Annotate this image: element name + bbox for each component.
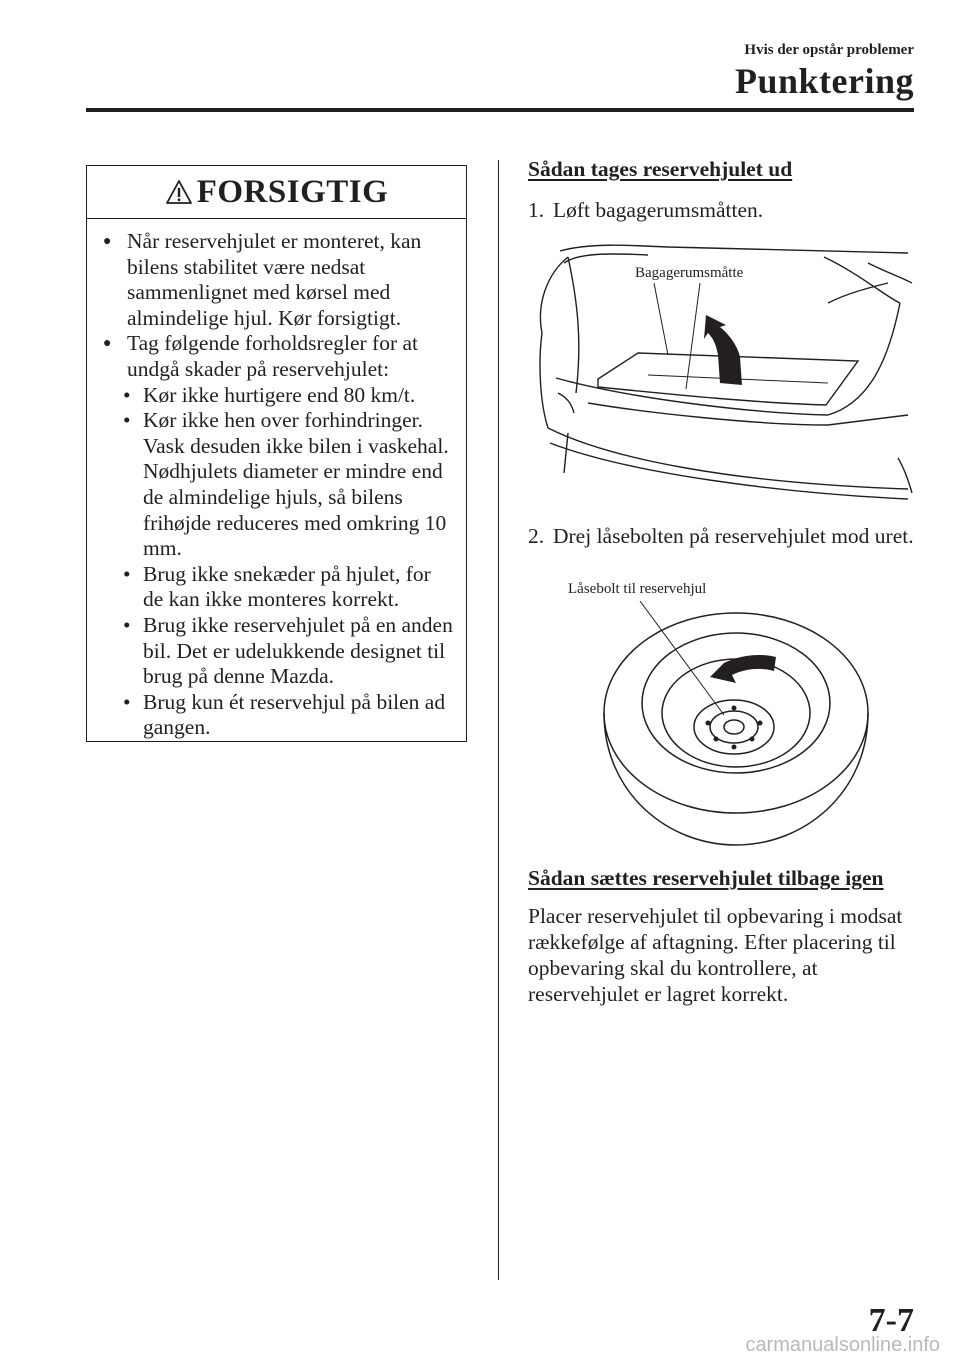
caution-bullet [101, 331, 454, 382]
caution-bullet [101, 229, 454, 331]
caution-title: FORSIGTIG [196, 173, 389, 210]
caution-sub-bullet [101, 690, 454, 741]
bullet-dot-icon: ● [103, 234, 112, 249]
caution-sub-bullet-text: Kør ikke hurtigere end 80 km/t. [143, 382, 416, 407]
column-divider [498, 160, 499, 1280]
caution-sub-bullet [101, 383, 454, 409]
bullet-small-icon: • [123, 382, 131, 407]
warning-triangle-icon [165, 178, 193, 206]
caution-sub-bullet-text: Brug kun ét reservehjul på bilen ad gangen. [143, 689, 446, 740]
figure-label-lock-bolt: Låsebolt til reservehjul [568, 581, 707, 597]
bullet-dot-icon: ● [103, 336, 112, 352]
storage-paragraph: Placer reservehjulet til opbevaring i modsat rækkefølge af aftagning. Efter placering til opbevaring skal du kontrollere, at reservehjulet er lagret korrekt. [528, 904, 903, 1006]
caution-sub-bullet [101, 562, 454, 613]
step-2 [528, 523, 918, 549]
caution-sub-bullet-text: Kør ikke hen over forhindringer. Vask desuden ikke bilen i vaskehal. Nødhjulets diameter er mindre end de almindelige hjuls, så bilens frihøjde reduceres med omkring 10 mm. [143, 408, 449, 561]
section-title: Hvis der opstår problemer [744, 42, 914, 58]
right-column [528, 152, 918, 1007]
page-number: 7-7 [868, 1302, 914, 1339]
counterclockwise-arrow-icon [710, 655, 776, 683]
caution-body [87, 219, 466, 741]
page-title: Punktering [734, 61, 914, 101]
bullet-small-icon: • [123, 408, 131, 433]
step-1 [528, 197, 918, 223]
caution-header [87, 166, 466, 219]
bullet-small-icon: • [123, 689, 131, 714]
bullet-small-icon: • [123, 561, 131, 586]
storage-heading: Sådan sættes reservehjulet tilbage igen [528, 866, 884, 890]
caution-bullet-text: Tag følgende forholdsregler for at undgå skader på reservehjulet: [127, 331, 419, 381]
watermark: carmanualsonline.info [745, 1334, 940, 1356]
spare-wheel-illustration [528, 563, 913, 853]
step-number: 2. [528, 524, 545, 548]
caution-box [86, 165, 467, 742]
header-divider [86, 108, 914, 112]
step-text: Drej låsebolten på reservehjulet mod uret. [553, 524, 914, 548]
caution-sub-bullet [101, 408, 454, 562]
step-number: 1. [528, 198, 545, 222]
step-text: Løft bagagerumsmåtten. [553, 198, 764, 222]
caution-bullet-text: Når reservehjulet er monteret, kan bilens stabilitet være nedsat sammenlignet med kørsel med almindelige hjul. Kør forsigtigt. [127, 229, 422, 330]
caution-sub-bullet-text: Brug ikke snekæder på hjulet, for de kan ikke monteres korrekt. [143, 561, 431, 612]
removal-heading: Sådan tages reservehjulet ud [528, 157, 793, 181]
caution-sub-bullet [101, 613, 454, 690]
trunk-mat-illustration [528, 243, 913, 505]
bullet-small-icon: • [123, 612, 131, 637]
figure-label-mat: Bagagerumsmåtte [635, 265, 744, 281]
caution-sub-bullet-text: Brug ikke reservehjulet på en anden bil. Det er udelukkende designet til brug på denne Mazda. [143, 612, 453, 689]
